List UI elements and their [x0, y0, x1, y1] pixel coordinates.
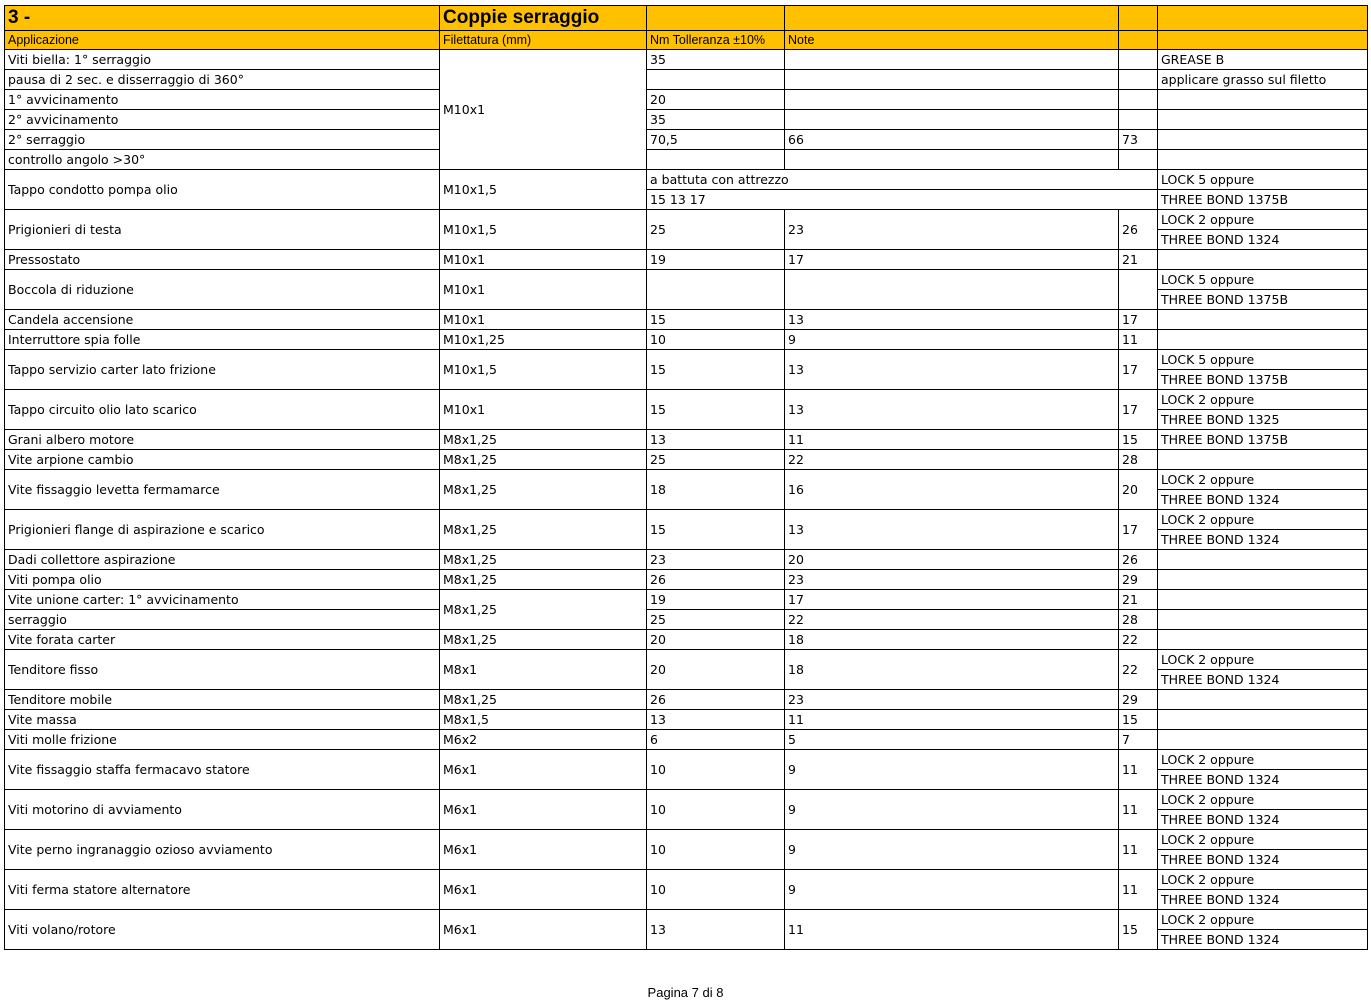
min-cell: 18	[785, 650, 1119, 690]
application-cell: Tappo circuito olio lato scarico	[5, 390, 440, 430]
note-cell	[1158, 450, 1368, 470]
table-row	[5, 550, 1368, 570]
application-cell: 1° avvicinamento	[5, 90, 440, 110]
table-row	[5, 650, 1368, 670]
torque-table	[4, 5, 1368, 950]
note-cell	[1158, 130, 1368, 150]
application-cell: Interruttore spia folle	[5, 330, 440, 350]
note-cell	[1158, 330, 1368, 350]
max-cell: 17	[1119, 310, 1158, 330]
note-cell: LOCK 2 oppure	[1158, 470, 1368, 490]
min-cell: 23	[785, 570, 1119, 590]
application-cell: Viti biella: 1° serraggio	[5, 50, 440, 70]
note-cell: THREE BOND 1375B	[1158, 370, 1368, 390]
table-row	[5, 70, 1368, 90]
note-cell: LOCK 2 oppure	[1158, 790, 1368, 810]
note-cell: GREASE B	[1158, 50, 1368, 70]
thread-cell: M10x1	[440, 50, 647, 170]
torque-cell: 15	[647, 310, 785, 330]
max-cell: 28	[1119, 450, 1158, 470]
torque-cell: 25	[647, 610, 785, 630]
min-cell: 9	[785, 870, 1119, 910]
min-cell: 23	[785, 690, 1119, 710]
thread-cell: M8x1	[440, 650, 647, 690]
max-cell: 26	[1119, 210, 1158, 250]
max-cell: 29	[1119, 690, 1158, 710]
torque-cell: 20	[647, 650, 785, 690]
thread-cell: M8x1,5	[440, 710, 647, 730]
torque-cell: 15	[647, 510, 785, 550]
note-cell	[1158, 550, 1368, 570]
torque-cell: 20	[647, 90, 785, 110]
max-cell: 26	[1119, 550, 1158, 570]
table-row	[5, 50, 1368, 70]
table-row	[5, 310, 1368, 330]
max-cell: 11	[1119, 830, 1158, 870]
application-cell: Viti motorino di avviamento	[5, 790, 440, 830]
max-cell: 11	[1119, 330, 1158, 350]
torque-cell: 13	[647, 430, 785, 450]
note-cell: applicare grasso sul filetto	[1158, 70, 1368, 90]
note-cell: THREE BOND 1324	[1158, 810, 1368, 830]
torque-cell: 19	[647, 590, 785, 610]
torque-cell: 23	[647, 550, 785, 570]
note-cell: LOCK 2 oppure	[1158, 750, 1368, 770]
application-cell: Candela accensione	[5, 310, 440, 330]
min-cell: 9	[785, 830, 1119, 870]
note-cell: THREE BOND 1375B	[1158, 290, 1368, 310]
max-cell: 11	[1119, 870, 1158, 910]
max-cell: 15	[1119, 910, 1158, 950]
note-cell	[1158, 590, 1368, 610]
application-cell: pausa di 2 sec. e disserraggio di 360°	[5, 70, 440, 90]
max-cell: 21	[1119, 250, 1158, 270]
application-cell: Tappo servizio carter lato frizione	[5, 350, 440, 390]
note-cell	[1158, 250, 1368, 270]
application-cell: controllo angolo >30°	[5, 150, 440, 170]
table-row	[5, 690, 1368, 710]
torque-cell: 10	[647, 330, 785, 350]
application-cell: Vite fissaggio levetta fermamarce	[5, 470, 440, 510]
max-cell	[1119, 270, 1158, 310]
min-cell: 13	[785, 510, 1119, 550]
min-cell: 9	[785, 750, 1119, 790]
min-cell: 23	[785, 210, 1119, 250]
note-cell: LOCK 2 oppure	[1158, 870, 1368, 890]
note-cell	[1158, 630, 1368, 650]
application-cell: Grani albero motore	[5, 430, 440, 450]
thread-cell: M10x1,25	[440, 330, 647, 350]
column-header	[1119, 31, 1158, 50]
thread-cell: M10x1	[440, 250, 647, 270]
note-cell: THREE BOND 1324	[1158, 490, 1368, 510]
column-header: Filettatura (mm)	[440, 31, 647, 50]
note-cell: THREE BOND 1324	[1158, 670, 1368, 690]
table-row	[5, 450, 1368, 470]
application-cell: Vite arpione cambio	[5, 450, 440, 470]
table-row	[5, 910, 1368, 930]
thread-cell: M10x1	[440, 310, 647, 330]
application-cell: Boccola di riduzione	[5, 270, 440, 310]
torque-cell: 13	[647, 910, 785, 950]
table-row	[5, 250, 1368, 270]
section-title: Coppie serraggio	[440, 6, 647, 31]
application-cell: Vite forata carter	[5, 630, 440, 650]
application-cell: Prigionieri di testa	[5, 210, 440, 250]
torque-cell: 19	[647, 250, 785, 270]
min-cell	[785, 150, 1119, 170]
table-row	[5, 130, 1368, 150]
torque-cell: 26	[647, 570, 785, 590]
torque-cell	[647, 270, 785, 310]
thread-cell: M10x1,5	[440, 350, 647, 390]
table-row	[5, 110, 1368, 130]
note-cell: LOCK 2 oppure	[1158, 910, 1368, 930]
note-cell	[1158, 690, 1368, 710]
table-row	[5, 590, 1368, 610]
section-title-row	[5, 6, 1368, 31]
min-cell: 9	[785, 330, 1119, 350]
min-cell: 20	[785, 550, 1119, 570]
torque-cell: 20	[647, 630, 785, 650]
max-cell: 22	[1119, 650, 1158, 690]
table-row	[5, 210, 1368, 230]
torque-cell	[647, 70, 785, 90]
min-cell: 18	[785, 630, 1119, 650]
min-cell: 13	[785, 350, 1119, 390]
note-cell	[1158, 710, 1368, 730]
max-cell: 17	[1119, 350, 1158, 390]
note-cell: THREE BOND 1324	[1158, 770, 1368, 790]
table-row	[5, 630, 1368, 650]
max-cell: 22	[1119, 630, 1158, 650]
thread-cell: M8x1,25	[440, 450, 647, 470]
min-cell: 13	[785, 390, 1119, 430]
table-row	[5, 610, 1368, 630]
note-cell: THREE BOND 1324	[1158, 230, 1368, 250]
max-cell: 11	[1119, 790, 1158, 830]
min-cell	[785, 70, 1119, 90]
application-cell: Tenditore mobile	[5, 690, 440, 710]
table-row	[5, 750, 1368, 770]
torque-cell: 10	[647, 750, 785, 790]
table-row	[5, 710, 1368, 730]
table-row	[5, 330, 1368, 350]
application-cell: Vite fissaggio staffa fermacavo statore	[5, 750, 440, 790]
note-cell: THREE BOND 1324	[1158, 890, 1368, 910]
application-cell: Prigionieri flange di aspirazione e scarico	[5, 510, 440, 550]
max-cell	[1119, 110, 1158, 130]
column-header-row	[5, 31, 1368, 50]
column-header: Applicazione	[5, 31, 440, 50]
thread-cell: M10x1,5	[440, 210, 647, 250]
table-row	[5, 150, 1368, 170]
application-cell: Viti ferma statore alternatore	[5, 870, 440, 910]
thread-cell: M8x1,25	[440, 630, 647, 650]
max-cell	[1119, 50, 1158, 70]
torque-cell	[647, 150, 785, 170]
thread-cell: M6x1	[440, 790, 647, 830]
min-cell: 22	[785, 450, 1119, 470]
torque-cell: 35	[647, 50, 785, 70]
min-cell: 22	[785, 610, 1119, 630]
min-cell	[785, 50, 1119, 70]
thread-cell: M8x1,25	[440, 510, 647, 550]
torque-cell: 26	[647, 690, 785, 710]
note-cell	[1158, 90, 1368, 110]
thread-cell: M8x1,25	[440, 550, 647, 570]
note-cell	[1158, 150, 1368, 170]
application-cell: Tappo condotto pompa olio	[5, 170, 440, 210]
table-row	[5, 170, 1368, 190]
max-cell: 20	[1119, 470, 1158, 510]
min-cell: 16	[785, 470, 1119, 510]
thread-cell: M8x1,25	[440, 690, 647, 710]
thread-cell: M6x1	[440, 910, 647, 950]
table-row	[5, 510, 1368, 530]
application-cell: Viti volano/rotore	[5, 910, 440, 950]
note-cell	[1158, 310, 1368, 330]
note-cell: LOCK 5 oppure	[1158, 350, 1368, 370]
thread-cell: M10x1	[440, 270, 647, 310]
thread-cell: M10x1,5	[440, 170, 647, 210]
table-row	[5, 350, 1368, 370]
note-cell: THREE BOND 1375B	[1158, 190, 1368, 210]
max-cell: 28	[1119, 610, 1158, 630]
thread-cell: M6x1	[440, 830, 647, 870]
application-cell: 2° avvicinamento	[5, 110, 440, 130]
max-cell: 7	[1119, 730, 1158, 750]
thread-cell: M10x1	[440, 390, 647, 430]
min-cell: 11	[785, 430, 1119, 450]
column-header: Nm Tolleranza ±10%	[647, 31, 785, 50]
min-cell: 5	[785, 730, 1119, 750]
thread-cell: M8x1,25	[440, 590, 647, 630]
note-cell: LOCK 5 oppure	[1158, 170, 1368, 190]
min-cell: 11	[785, 910, 1119, 950]
column-header	[1158, 31, 1368, 50]
thread-cell: M6x1	[440, 750, 647, 790]
min-cell	[785, 270, 1119, 310]
torque-cell: 15 13 17	[647, 190, 1158, 210]
thread-cell: M6x1	[440, 870, 647, 910]
torque-cell: 10	[647, 830, 785, 870]
max-cell: 17	[1119, 390, 1158, 430]
torque-cell: 25	[647, 450, 785, 470]
min-cell	[785, 110, 1119, 130]
min-cell: 11	[785, 710, 1119, 730]
max-cell	[1119, 70, 1158, 90]
table-row	[5, 90, 1368, 110]
thread-cell: M8x1,25	[440, 470, 647, 510]
torque-cell: 35	[647, 110, 785, 130]
application-cell: Viti molle frizione	[5, 730, 440, 750]
max-cell: 73	[1119, 130, 1158, 150]
torque-cell: 25	[647, 210, 785, 250]
section-number: 3 -	[5, 6, 440, 31]
table-row	[5, 830, 1368, 850]
max-cell: 29	[1119, 570, 1158, 590]
note-cell: LOCK 2 oppure	[1158, 830, 1368, 850]
note-cell	[1158, 610, 1368, 630]
torque-cell: 10	[647, 870, 785, 910]
note-cell	[1158, 730, 1368, 750]
max-cell: 17	[1119, 510, 1158, 550]
note-cell: THREE BOND 1324	[1158, 850, 1368, 870]
application-cell: Tenditore fisso	[5, 650, 440, 690]
note-cell: THREE BOND 1325	[1158, 410, 1368, 430]
note-cell: LOCK 2 oppure	[1158, 650, 1368, 670]
page-footer: Pagina 7 di 8	[647, 985, 724, 1000]
max-cell	[1119, 150, 1158, 170]
torque-cell: 6	[647, 730, 785, 750]
torque-cell: 70,5	[647, 130, 785, 150]
min-cell: 9	[785, 790, 1119, 830]
note-cell: THREE BOND 1324	[1158, 530, 1368, 550]
torque-cell: 15	[647, 390, 785, 430]
max-cell: 15	[1119, 710, 1158, 730]
thread-cell: M6x2	[440, 730, 647, 750]
application-cell: Vite massa	[5, 710, 440, 730]
application-cell: Viti pompa olio	[5, 570, 440, 590]
note-cell: LOCK 2 oppure	[1158, 210, 1368, 230]
table-row	[5, 430, 1368, 450]
application-cell: Vite perno ingranaggio ozioso avviamento	[5, 830, 440, 870]
min-cell	[785, 90, 1119, 110]
table-row	[5, 270, 1368, 290]
application-cell: Vite unione carter: 1° avvicinamento	[5, 590, 440, 610]
note-cell	[1158, 110, 1368, 130]
min-cell: 13	[785, 310, 1119, 330]
application-cell: serraggio	[5, 610, 440, 630]
thread-cell: M8x1,25	[440, 570, 647, 590]
note-cell: LOCK 2 oppure	[1158, 390, 1368, 410]
min-cell: 17	[785, 590, 1119, 610]
note-cell: LOCK 2 oppure	[1158, 510, 1368, 530]
table-row	[5, 790, 1368, 810]
torque-cell: 10	[647, 790, 785, 830]
application-cell: Pressostato	[5, 250, 440, 270]
torque-cell: 13	[647, 710, 785, 730]
max-cell: 15	[1119, 430, 1158, 450]
torque-cell: 18	[647, 470, 785, 510]
torque-cell: 15	[647, 350, 785, 390]
note-cell: THREE BOND 1324	[1158, 930, 1368, 950]
table-row	[5, 730, 1368, 750]
table-row	[5, 470, 1368, 490]
column-header: Note	[785, 31, 1119, 50]
application-cell: 2° serraggio	[5, 130, 440, 150]
min-cell: 17	[785, 250, 1119, 270]
min-cell: 66	[785, 130, 1119, 150]
thread-cell: M8x1,25	[440, 430, 647, 450]
application-cell: Dadi collettore aspirazione	[5, 550, 440, 570]
note-cell: THREE BOND 1375B	[1158, 430, 1368, 450]
table-row	[5, 570, 1368, 590]
note-cell: LOCK 5 oppure	[1158, 270, 1368, 290]
table-row	[5, 390, 1368, 410]
max-cell: 21	[1119, 590, 1158, 610]
max-cell: 11	[1119, 750, 1158, 790]
table-row	[5, 870, 1368, 890]
max-cell	[1119, 90, 1158, 110]
note-cell	[1158, 570, 1368, 590]
torque-cell: a battuta con attrezzo	[647, 170, 1158, 190]
